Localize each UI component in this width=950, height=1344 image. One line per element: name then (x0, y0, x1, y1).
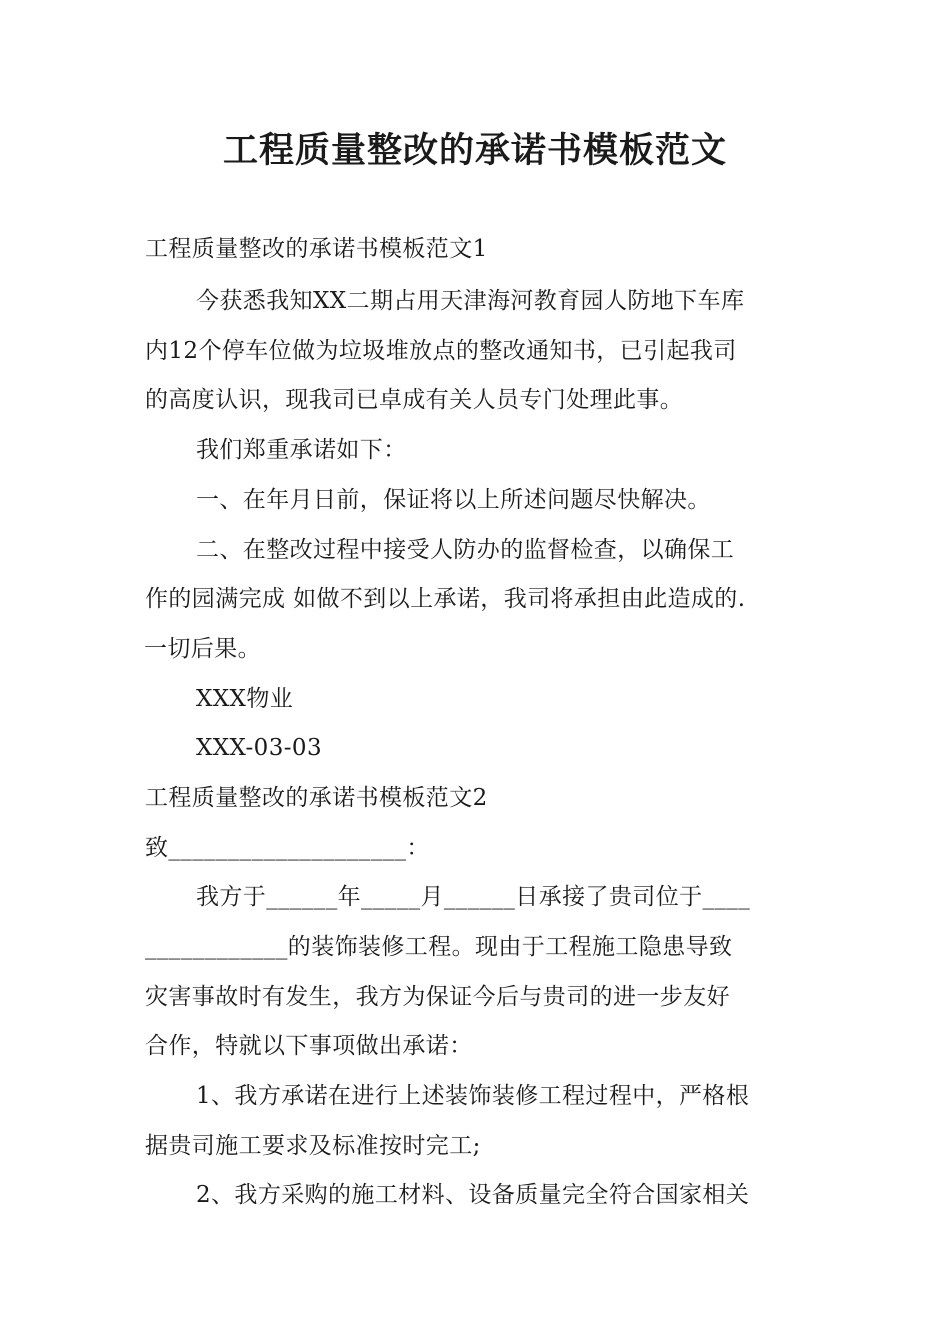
paragraph-line: 1、我方承诺在进行上述装饰装修工程过程中，严格根 (196, 1083, 750, 1109)
paragraph-line: 我们郑重承诺如下： (196, 437, 407, 463)
document-title: 工程质量整改的承诺书模板范文 (222, 131, 727, 171)
paragraph-line: 合作，特就以下事项做出承诺： (145, 1033, 473, 1059)
signature-company: XXX物业 (196, 686, 294, 712)
paragraph-line: 今获悉我知XX二期占用天津海河教育园人防地下车库 (196, 288, 745, 314)
paragraph-line: 作的园满完成 如做不到以上承诺，我司将承担由此造成的. (145, 586, 746, 612)
paragraph-line: 二、在整改过程中接受人防办的监督检查，以确保工 (196, 537, 735, 563)
section-heading-1: 工程质量整改的承诺书模板范文1 (145, 236, 488, 262)
paragraph-line: 内12个停车位做为垃圾堆放点的整改通知书，已引起我司 (145, 338, 737, 364)
signature-date: XXX-03-03 (196, 735, 322, 761)
salutation-line: 致____________________： (145, 835, 430, 861)
paragraph-line: 据贵司施工要求及标准按时完工; (145, 1133, 481, 1159)
paragraph-line: ____________的装饰装修工程。现由于工程施工隐患导致 (145, 934, 733, 960)
paragraph-line: 2、我方采购的施工材料、设备质量完全符合国家相关 (196, 1182, 750, 1208)
paragraph-line: 我方于______年_____月______日承接了贵司位于____ (196, 884, 751, 910)
paragraph-line: 一切后果。 (144, 636, 261, 662)
section-heading-2: 工程质量整改的承诺书模板范文2 (145, 785, 488, 811)
paragraph-line: 的高度认识，现我司已卓成有关人员专门处理此事。 (145, 387, 684, 413)
paragraph-line: 灾害事故时有发生，我方为保证今后与贵司的进一步友好 (145, 984, 730, 1010)
paragraph-line: 一、在年月日前，保证将以上所述问题尽快解决。 (196, 487, 711, 513)
